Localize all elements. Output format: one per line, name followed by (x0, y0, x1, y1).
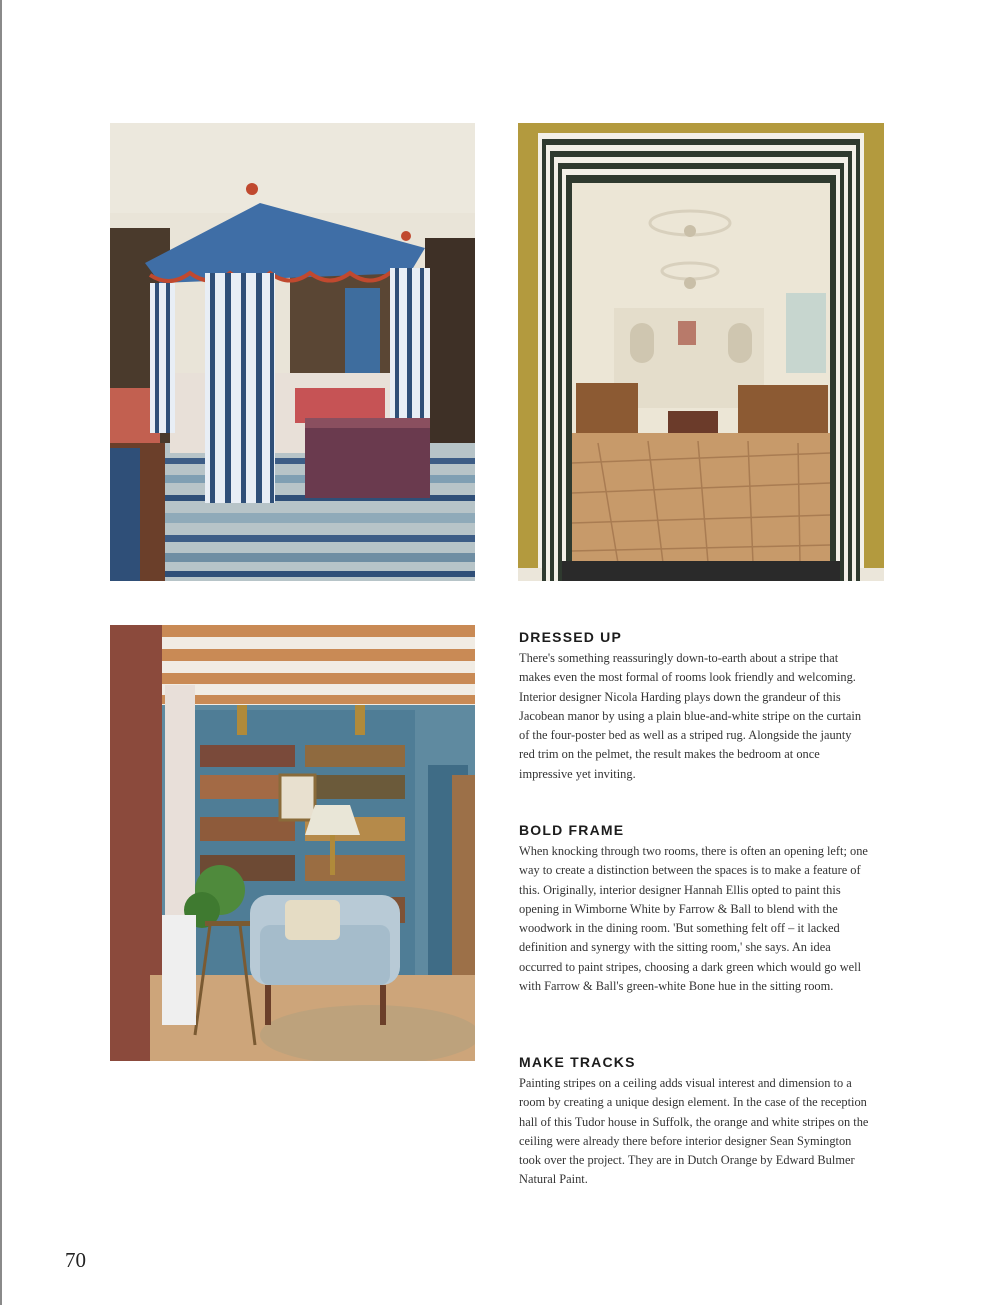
article-section-dressed-up (519, 629, 869, 784)
section-body: Painting stripes on a ceiling adds visual interest and dimension to a room by creating a unique design element. In the case of the reception hall of this Tudor house in Suffolk, the orange and white stripes on the ceiling were already there before interior designer Sean Symington took over the project. They are in Dutch Orange by Edward Bulmer Natural Paint. (519, 1076, 869, 1187)
doorway-photo (518, 123, 884, 581)
page-edge-line (0, 0, 2, 1305)
article-section-bold-frame (519, 822, 869, 996)
library-photo (110, 625, 475, 1061)
bedroom-photo (110, 123, 475, 581)
page-number: 70 (65, 1248, 86, 1272)
article-section-make-tracks (519, 1054, 869, 1190)
section-body: There's something reassuringly down-to-earth about a stripe that makes even the most formal of rooms look friendly and welcoming. Interior designer Nicola Harding plays down the grandeur of this Jacobean manor by using a plain blue-and-white stripe on the curtain of the four-poster bed as well as a striped rug. Alongside the jaunty red trim on the pelmet, the result makes the bedroom at once impressive yet inviting. (519, 651, 862, 781)
section-heading: DRESSED UP (519, 629, 623, 645)
section-body: When knocking through two rooms, there is often an opening left; one way to create a distinction between the spaces is to make a feature of this. Originally, interior designer Hannah Ellis opted to paint this opening in Wimborne White by Farrow & Ball to blend with the woodwork in the dining room. 'But something felt off – it lacked definition and synergy with the sitting room,' she says. An idea occurred to paint stripes, choosing a dark green which would go well with Farrow & Ball's green-white Bone hue in the sitting room. (519, 844, 868, 994)
section-heading: BOLD FRAME (519, 822, 625, 838)
section-heading: MAKE TRACKS (519, 1054, 636, 1070)
